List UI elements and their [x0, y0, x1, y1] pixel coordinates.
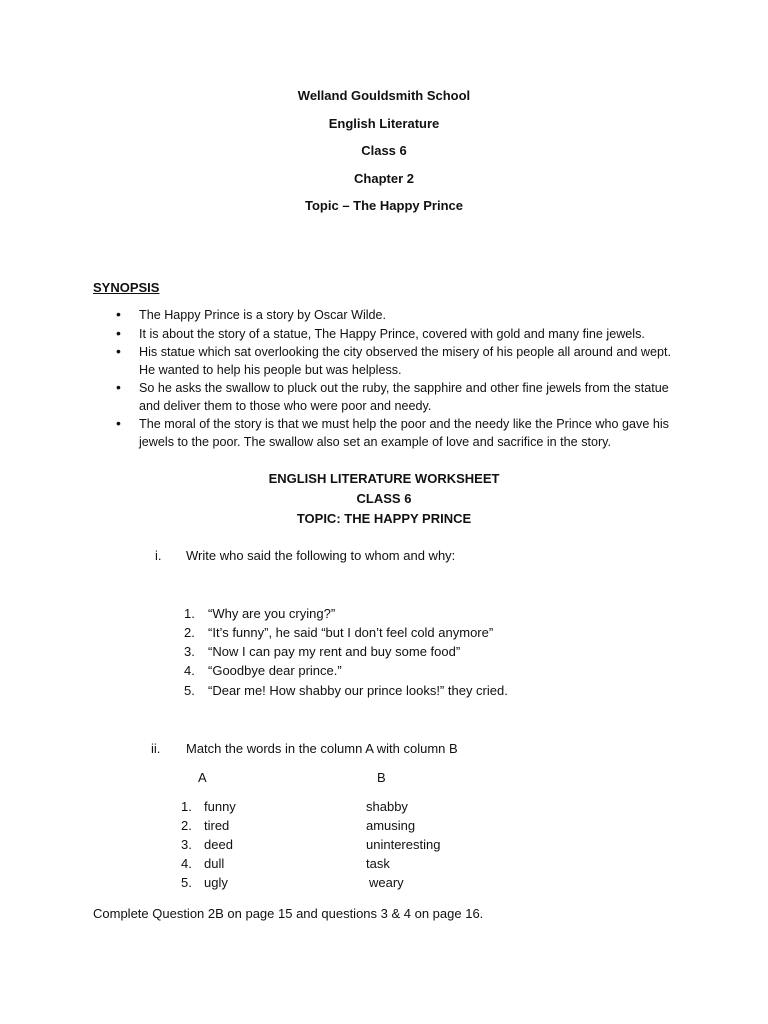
worksheet-class: CLASS 6	[356, 491, 412, 506]
bullet-icon: •	[116, 306, 121, 322]
match-row-number: 1.	[181, 799, 192, 814]
match-word-b: uninteresting	[366, 837, 441, 852]
match-word-a: dull	[204, 856, 225, 871]
match-word-b: amusing	[366, 818, 416, 833]
worksheet-title: ENGLISH LITERATURE WORKSHEET	[268, 471, 500, 486]
list-item-number: 2.	[184, 625, 195, 640]
match-row-number: 4.	[181, 856, 192, 871]
match-word-a: ugly	[204, 875, 228, 890]
worksheet-topic: TOPIC: THE HAPPY PRINCE	[296, 511, 472, 526]
quote-item: “Why are you crying?”	[208, 606, 336, 621]
class-label: Class 6	[361, 143, 407, 158]
match-word-b: shabby	[366, 799, 408, 814]
list-item-number: 3.	[184, 644, 195, 659]
question-i-prompt: Write who said the following to whom and why:	[186, 548, 456, 563]
synopsis-item: The moral of the story is that we must help the poor and the needy like the Prince who gave his jewels to the poor. The swallow also set an example of love and sacrifice in the story.	[139, 417, 669, 449]
bullet-icon: •	[116, 325, 121, 341]
chapter-label: Chapter 2	[354, 171, 414, 186]
match-word-a: deed	[204, 837, 233, 852]
match-row-number: 5.	[181, 875, 192, 890]
column-b-header: B	[377, 770, 386, 785]
homework-note: Complete Question 2B on page 15 and questions 3 & 4 on page 16.	[93, 906, 484, 921]
bullet-icon: •	[116, 343, 121, 359]
match-row-number: 2.	[181, 818, 192, 833]
match-word-a: tired	[204, 818, 230, 833]
match-word-a: funny	[204, 799, 236, 814]
quote-item: “It’s funny”, he said “but I don’t feel cold anymore”	[208, 625, 494, 640]
synopsis-heading: SYNOPSIS	[93, 280, 160, 295]
synopsis-item: It is about the story of a statue, The Happy Prince, covered with gold and many fine jewels.	[139, 327, 645, 341]
synopsis-item: So he asks the swallow to pluck out the ruby, the sapphire and other fine jewels from the statue and deliver them to those who were poor and needy.	[139, 381, 669, 413]
subject-title: English Literature	[328, 116, 440, 131]
list-item-number: 5.	[184, 683, 195, 698]
topic-label: Topic – The Happy Prince	[305, 198, 463, 213]
list-item-number: 1.	[184, 606, 195, 621]
quote-item: “Dear me! How shabby our prince looks!” they cried.	[208, 683, 508, 698]
bullet-icon: •	[116, 415, 121, 431]
question-i-label: i.	[155, 548, 162, 563]
question-ii-label: ii.	[151, 741, 161, 756]
question-ii-prompt: Match the words in the column A with column B	[186, 741, 458, 756]
school-name: Welland Gouldsmith School	[297, 88, 471, 103]
synopsis-item: The Happy Prince is a story by Oscar Wilde.	[139, 308, 387, 322]
synopsis-item: His statue which sat overlooking the city observed the misery of his people all around and wept. He wanted to help his people but was helpless.	[139, 345, 672, 377]
match-word-b: weary	[369, 875, 404, 890]
bullet-icon: •	[116, 379, 121, 395]
match-word-b: task	[366, 856, 390, 871]
quote-item: “Now I can pay my rent and buy some food”	[208, 644, 461, 659]
column-a-header: A	[198, 770, 207, 785]
list-item-number: 4.	[184, 663, 195, 678]
quote-item: “Goodbye dear prince.”	[208, 663, 342, 678]
match-row-number: 3.	[181, 837, 192, 852]
